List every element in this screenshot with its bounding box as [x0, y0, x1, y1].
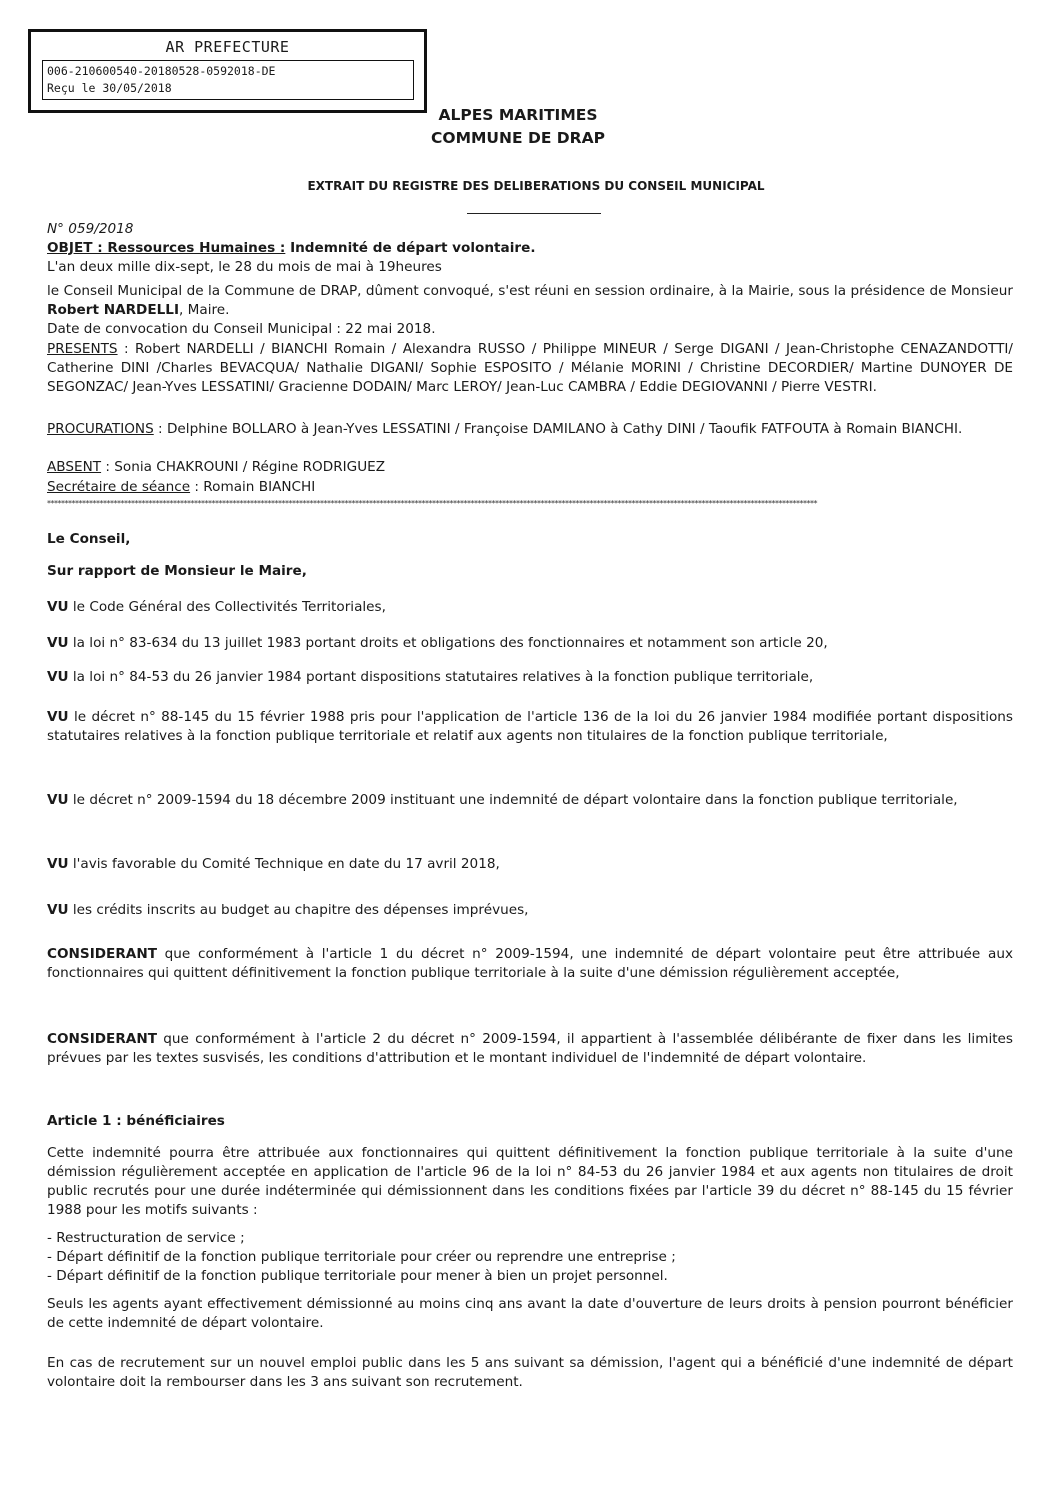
vu-label: VU: [47, 599, 69, 615]
vu-cgct: [47, 598, 386, 617]
deliberation-object: [47, 239, 535, 258]
title-divider: [467, 213, 601, 214]
mayor-name: Robert NARDELLI: [47, 302, 180, 318]
article-1-text: Cette indemnité pourra être attribuée aux fonctionnaires qui quittent définitivement la fonction publique territoriale à la suite d'une démission régulièrement acceptée en application de l'article 96 de la loi n° 84-53 du 26 janvier 1984 et aux agents non titulaires de droit public recrutés pour une durée indéterminée qui démissionnent dans les conditions fixées par l'article 39 du décret n° 88-145 du 15 février 1988 pour les motifs suivants :: [47, 1145, 1013, 1218]
vu-text: l'avis favorable du Comité Technique en date du 17 avril 2018,: [68, 856, 500, 872]
absent-line: [47, 458, 385, 477]
object-text: Indemnité de départ volontaire.: [285, 240, 536, 256]
absent-list: : Sonia CHAKROUNI / Régine RODRIGUEZ: [101, 459, 386, 475]
session-date: L'an deux mille dix-sept, le 28 du mois de mai à 19heures: [47, 259, 442, 275]
stamp-reference: 006-210600540-20180528-0592018-DE: [47, 64, 276, 78]
vu-text: la loi n° 83-634 du 13 juillet 1983 portant droits et obligations des fonctionnaires et notamment son article 20,: [68, 635, 828, 651]
convocation-date: Date de convocation du Conseil Municipal : 22 mai 2018.: [47, 321, 436, 337]
vu-loi-84-53: [47, 668, 813, 687]
separator-stars: ****************************************************************************************************************************************************************************************************************************: [47, 500, 817, 508]
procurations-list: : Delphine BOLLARO à Jean-Yves LESSATINI / Françoise DAMILANO à Cathy DINI / Taoufik FATFOUTA à Romain BIANCHI.: [153, 421, 963, 437]
vu-text: le décret n° 88-145 du 15 février 1988 pris pour l'application de l'article 136 de la loi du 26 janvier 1984 modifiée portant dispositions statutaires relatives à la fonction publique territoriale et relatif aux agents non titulaires de la fonction publique territoriale,: [47, 709, 1013, 744]
vu-label: VU: [47, 792, 69, 808]
vu-comite-technique: [47, 855, 500, 874]
register-title: EXTRAIT DU REGISTRE DES DELIBERATIONS DU CONSEIL MUNICIPAL: [307, 179, 765, 193]
recrutement-paragraph: En cas de recrutement sur un nouvel emploi public dans les 5 ans suivant sa démission, l'agent qui a bénéficié d'une indemnité de départ volontaire doit la rembourser dans les 3 ans suivant son recrutement.: [47, 1355, 1013, 1390]
object-label: OBJET : Ressources Humaines :: [47, 240, 286, 256]
article-1-title: Article 1 : bénéficiaires: [47, 1113, 225, 1129]
le-conseil: Le Conseil,: [47, 531, 131, 547]
presents-list: : Robert NARDELLI / BIANCHI Romain / Alexandra RUSSO / Philippe MINEUR / Serge DIGANI / Jean-Christophe CENAZANDOTTI/ Catherine DINI /Charles BEVACQUA/ Nathalie DIGANI/ Sophie ESPOSITO / Mélanie MORINI / Christine DECORDIER/ Martine DUNOYER DE SEGONZAC/ Jean-Yves LESSATINI/ Gracienne DODAIN/ Marc LEROY/ Jean-Luc CAMBRA / Eddie DEGIOVANNI / Pierre VESTRI.: [47, 341, 1013, 395]
session-end: , Maire.: [179, 302, 230, 318]
seuls-paragraph: Seuls les agents ayant effectivement démissionné au moins cinq ans avant la date d'ouverture de leurs droits à pension pourront bénéficier de cette indemnité de départ volontaire.: [47, 1296, 1013, 1331]
presents-label: PRESENTS: [47, 341, 118, 357]
vu-decret-88-145: [47, 708, 1013, 746]
procurations-label: PROCURATIONS: [47, 421, 154, 437]
secretary-line: [47, 478, 315, 497]
considerant-1: [47, 945, 1013, 983]
absent-label: ABSENT: [47, 459, 102, 475]
deliberation-number: N° 059/2018: [47, 221, 134, 237]
stamp-reference-box: [42, 60, 414, 100]
stamp-title: AR PREFECTURE: [165, 38, 290, 56]
secretary-name: : Romain BIANCHI: [190, 479, 316, 495]
considerant-text: que conformément à l'article 1 du décret n° 2009-1594, une indemnité de départ volontaire peut être attribuée aux fonctionnaires qui quittent définitivement la fonction publique territoriale à la suite d'une démission régulièrement acceptée,: [47, 946, 1013, 981]
vu-text: les crédits inscrits au budget au chapitre des dépenses imprévues,: [68, 902, 529, 918]
considerant-text: que conformément à l'article 2 du décret n° 2009-1594, il appartient à l'assemblée délibérante de fixer dans les limites prévues par les textes susvisés, les conditions d'attribution et le montant individuel de l'indemnité de départ volontaire.: [47, 1031, 1013, 1066]
vu-decret-2009-1594: [47, 791, 1013, 810]
procurations-paragraph: [47, 420, 1013, 439]
vu-label: VU: [47, 635, 69, 651]
sur-rapport: Sur rapport de Monsieur le Maire,: [47, 563, 307, 579]
vu-label: VU: [47, 669, 69, 685]
motif-3: - Départ définitif de la fonction publique territoriale pour mener à bien un projet personnel.: [47, 1268, 668, 1284]
session-text: le Conseil Municipal de la Commune de DRAP, dûment convoqué, s'est réuni en session ordinaire, à la Mairie, sous la présidence de Monsieur: [47, 283, 1013, 299]
stamp-received-date: Reçu le 30/05/2018: [47, 81, 172, 95]
commune-heading: COMMUNE DE DRAP: [431, 129, 605, 147]
vu-label: VU: [47, 709, 69, 725]
considerant-label: CONSIDERANT: [47, 1031, 157, 1047]
considerant-label: CONSIDERANT: [47, 946, 157, 962]
vu-credits: [47, 901, 529, 920]
vu-loi-83-634: [47, 634, 828, 653]
vu-label: VU: [47, 856, 69, 872]
vu-text: la loi n° 84-53 du 26 janvier 1984 portant dispositions statutaires relatives à la fonction publique territoriale,: [68, 669, 814, 685]
considerant-2: [47, 1030, 1013, 1068]
session-paragraph: [47, 282, 1013, 320]
prefecture-stamp: [28, 29, 427, 113]
presents-paragraph: [47, 340, 1013, 397]
motif-1: - Restructuration de service ;: [47, 1230, 245, 1246]
vu-label: VU: [47, 902, 69, 918]
motif-2: - Départ définitif de la fonction publique territoriale pour créer ou reprendre une entreprise ;: [47, 1249, 676, 1265]
secretary-label: Secrétaire de séance: [47, 479, 191, 495]
vu-text: le décret n° 2009-1594 du 18 décembre 2009 instituant une indemnité de départ volontaire dans la fonction publique territoriale,: [68, 792, 958, 808]
department-heading: ALPES MARITIMES: [438, 106, 598, 124]
vu-text: le Code Général des Collectivités Territoriales,: [68, 599, 386, 615]
